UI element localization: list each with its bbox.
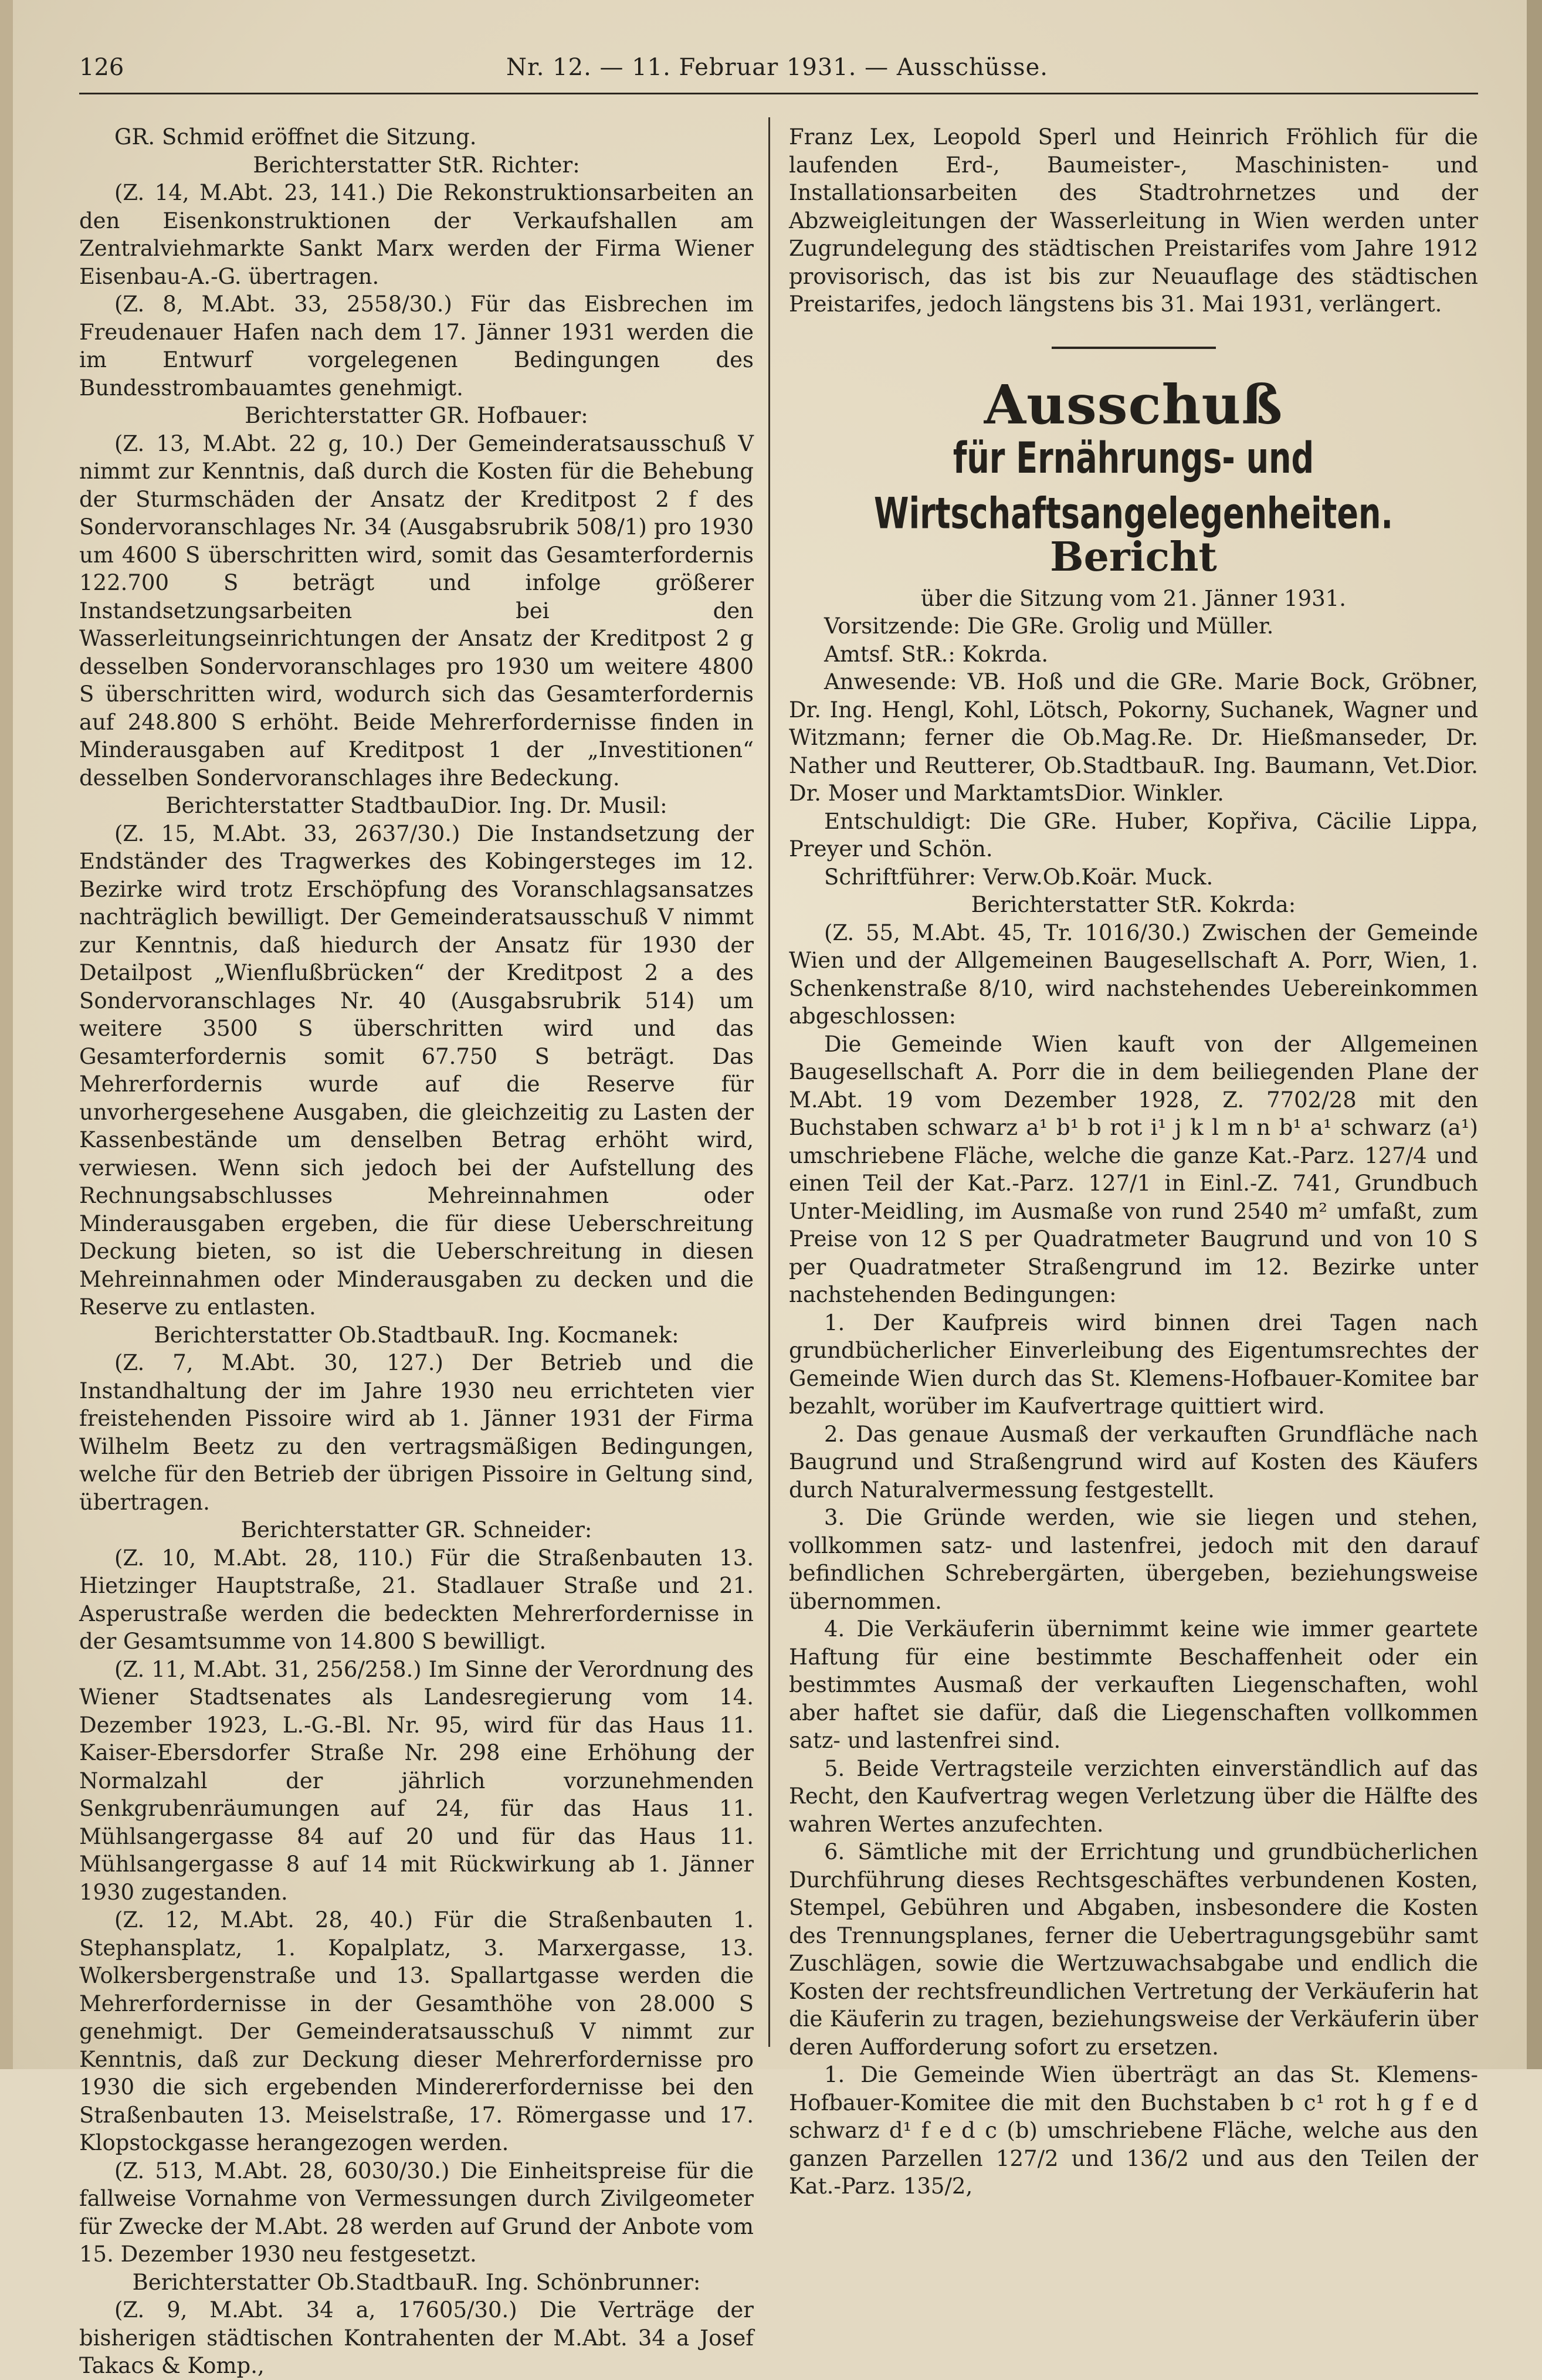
paragraph: Vorsitzende: Die GRe. Grolig und Müller. <box>824 613 1274 639</box>
paragraph: (Z. 15, M.Abt. 33, 2637/30.) Die Instandsetzung der Endständer des Tragwerkes des Kobingersteges im 12. Bezirke wird trotz Erschöpfung des Voranschlagsansatzes nachträglich bewilligt. Der Gemeinderatsausschuß V nimmt zur Kenntnis, daß hiedurch der Ansatz für 1930 der Detailpost „Wienflußbrücken“ der Kreditpost 2 a des Sondervoranschlages Nr. 40 (Ausgabsrubrik 514) um weitere 3500 S überschritten wird und das Gesamterfordernis somit 67.750 S beträgt. Das Mehrerfordernis wurde auf die Reserve für unvorhergesehene Ausgaben, die gleichzeitig zu Lasten der Kassenbestände um denselben Betrag erhöht wird, verwiesen. Wenn sich jedoch bei der Aufstellung des Rechnungsabschlusses Mehreinnahmen oder Minderausgaben ergeben, die für diese Ueberschreitung Deckung bieten, so ist die Ueberschreitung in diesen Mehreinnahmen oder Minderausgaben zu decken und die Reserve zu entlasten. <box>79 821 754 1320</box>
header-rule <box>79 93 1478 94</box>
committee-subtitle: für Ernährungs- und Wirtschaftsangelegenheiten. <box>874 433 1393 538</box>
paragraph: (Z. 12, M.Abt. 28, 40.) Für die Straßenbauten 1. Stephansplatz, 1. Kopalplatz, 3. Marxergasse, 13. Wolkersbergenstraße und 13. Spallartgasse werden die Mehrerfordernisse in der Gesamthöhe von 28.000 S genehmigt. Der Gemeinderatsausschuß V nimmt zur Kenntnis, daß zur Deckung dieser Mehrerfordernisse pro 1930 die sich ergebenden Mindererfordernisse bei den Straßenbauten 13. Meiselstraße, 17. Römergasse und 17. Klopstockgasse herangezogen werden. <box>79 1907 754 2155</box>
reporter-heading: Berichterstatter StR. Richter: <box>253 152 580 178</box>
paragraph: Die Gemeinde Wien kauft von der Allgemeinen Baugesellschaft A. Porr die in dem beiliegenden Plane der M.Abt. 19 vom Dezember 1928, Z. 7702/28 mit den Buchstaben schwarz a¹ b¹ b rot i¹ j k l m n b¹ a¹ schwarz (a¹) umschriebene Fläche, welche die ganze Kat.-Parz. 127/4 und einen Teil der Kat.-Parz. 127/1 in Einl.-Z. 741, Grundbuch Unter-Meidling, im Ausmaße von rund 2540 m² umfaßt, zum Preise von 12 S per Quadratmeter Baugrund und von 10 S per Quadratmeter Straßengrund im 12. Bezirke unter nachstehenden Bedingungen: <box>789 1031 1478 1307</box>
section-divider <box>1052 347 1216 349</box>
reporter-heading: Berichterstatter GR. Hofbauer: <box>245 403 588 428</box>
paragraph: GR. Schmid eröffnet die Sitzung. <box>114 124 477 150</box>
page-number: 126 <box>79 54 124 81</box>
paragraph: (Z. 7, M.Abt. 30, 127.) Der Betrieb und die Instandhaltung der im Jahre 1930 neu errichteten vier freistehenden Pissoire wird ab 1. Jänner 1931 der Firma Wilhelm Beetz zu den vertragsmäßigen Bedingungen, welche für den Betrieb der übrigen Pissoire in Geltung sind, übertragen. <box>79 1350 754 1515</box>
paragraph: Anwesende: VB. Hoß und die GRe. Marie Bock, Gröbner, Dr. Ing. Hengl, Kohl, Lötsch, Pokorny, Suchanek, Wagner und Witzmann; ferner die Ob.Mag.Re. Dr. Hießmanseder, Dr. Nather und Reutterer, Ob.StadtbauR. Ing. Baumann, Vet.Dior. Dr. Moser und MarktamtsDior. Winkler. <box>789 669 1478 806</box>
paragraph: (Z. 10, M.Abt. 28, 110.) Für die Straßenbauten 13. Hietzinger Hauptstraße, 21. Stadlauer Straße und 21. Asperustraße werden die bedeckten Mehrerfordernisse in der Gesamtsumme von 14.800 S bewilligt. <box>79 1545 754 1654</box>
paragraph: 4. Die Verkäuferin übernimmt keine wie immer geartete Haftung für eine bestimmte Beschaffenheit oder ein bestimmtes Ausmaß der verkauften Liegenschaften, wohl aber haftet sie dafür, daß die Liegenschaften vollkommen satz- und lastenfrei sind. <box>789 1616 1478 1753</box>
right-column <box>789 123 1478 2201</box>
paragraph: 1. Die Gemeinde Wien überträgt an das St. Klemens-Hofbauer-Komitee die mit den Buchstaben b c¹ rot h g f e d schwarz d¹ f e d c (b) umschriebene Fläche, welche aus den ganzen Parzellen 127/2 und 136/2 und aus den Teilen der Kat.-Parz. 135/2, <box>789 2062 1478 2199</box>
paragraph: (Z. 11, M.Abt. 31, 256/258.) Im Sinne der Verordnung des Wiener Stadtsenates als Landesregierung vom 14. Dezember 1923, L.-G.-Bl. Nr. 95, wird für das Haus 11. Kaiser-Ebersdorfer Straße Nr. 298 eine Erhöhung der Normalzahl der jährlich vorzunehmenden Senkgrubenräumungen auf 24, für das Haus 11. Mühlsangergasse 84 auf 20 und für das Haus 11. Mühlsangergasse 8 auf 14 mit Rückwirkung ab 1. Jänner 1930 zugestanden. <box>79 1656 754 1905</box>
page-edge-right <box>1527 0 1542 2069</box>
paragraph: (Z. 55, M.Abt. 45, Tr. 1016/30.) Zwischen der Gemeinde Wien und der Allgemeinen Baugesellschaft A. Porr, Wien, 1. Schenkenstraße 8/10, wird nachstehendes Uebereinkommen abgeschlossen: <box>789 920 1478 1029</box>
paragraph: 5. Beide Vertragsteile verzichten einverständlich auf das Recht, den Kaufvertrag wegen Verletzung über die Hälfte des wahren Wertes anzufechten. <box>789 1755 1478 1837</box>
page-edge-left <box>0 0 13 2069</box>
paragraph: (Z. 9, M.Abt. 34 a, 17605/30.) Die Verträge der bisherigen städtischen Kontrahenten der M.Abt. 34 a Josef Takacs & Komp., <box>79 2297 754 2378</box>
paragraph: (Z. 513, M.Abt. 28, 6030/30.) Die Einheitspreise für die fallweise Vornahme von Vermessungen durch Zivilgeometer für Zwecke der M.Abt. 28 werden auf Grund der Anbote vom 15. Dezember 1930 neu festgesetzt. <box>79 2158 754 2267</box>
paragraph: Amtsf. StR.: Kokrda. <box>824 641 1049 667</box>
reporter-heading: Berichterstatter StR. Kokrda: <box>971 892 1296 917</box>
paragraph: 2. Das genaue Ausmaß der verkauften Grundfläche nach Baugrund und Straßengrund wird auf Kosten des Käufers durch Naturalvermessung festgestellt. <box>789 1421 1478 1503</box>
paragraph: 1. Der Kaufpreis wird binnen drei Tagen nach grundbücherlicher Einverleibung des Eigentumsrechtes der Gemeinde Wien durch das St. Klemens-Hofbauer-Komitee bar bezahlt, worüber im Kaufvertrage quittiert wird. <box>789 1310 1478 1419</box>
paragraph: 3. Die Gründe werden, wie sie liegen und stehen, vollkommen satz- und lastenfrei, jedoch mit den darauf befindlichen Schrebergärten, übergeben, beziehungsweise übernommen. <box>789 1505 1478 1614</box>
reporter-heading: Berichterstatter Ob.StadtbauR. Ing. Kocmanek: <box>154 1322 679 1348</box>
running-head: Nr. 12. — 11. Februar 1931. — Ausschüsse. <box>506 54 1048 81</box>
paragraph: (Z. 13, M.Abt. 22 g, 10.) Der Gemeinderatsausschuß V nimmt zur Kenntnis, daß durch die Kosten für die Behebung der Sturmschäden der Ansatz der Kreditpost 2 f des Sondervoranschlages Nr. 34 (Ausgabsrubrik 508/1) pro 1930 um 4600 S überschritten wird, somit das Gesamterfordernis 122.700 S beträgt und infolge größerer Instandsetzungsarbeiten bei den Wasserleitungseinrichtungen der Ansatz der Kreditpost 2 g desselben Sondervoranschlages pro 1930 um weitere 4800 S überschritten wird, wodurch sich das Gesamterfordernis auf 248.800 S erhöht. Beide Mehrerfordernisse finden in Minderausgaben auf Kreditpost 1 der „Investitionen“ desselben Sondervoranschlages ihre Bedeckung. <box>79 430 754 791</box>
reporter-heading: Berichterstatter Ob.StadtbauR. Ing. Schönbrunner: <box>132 2269 701 2295</box>
paragraph: Schriftführer: Verw.Ob.Koär. Muck. <box>824 864 1214 890</box>
left-column <box>79 123 754 2380</box>
report-heading: Bericht <box>1050 533 1217 581</box>
paragraph: (Z. 14, M.Abt. 23, 141.) Die Rekonstruktionsarbeiten an den Eisenkonstruktionen der Verkaufshallen am Zentralviehmarkte Sankt Marx werden der Firma Wiener Eisenbau-A.-G. übertragen. <box>79 180 754 289</box>
committee-title: Ausschuß <box>984 372 1283 436</box>
right-column-continuation <box>789 123 1478 318</box>
paragraph: Franz Lex, Leopold Sperl und Heinrich Fröhlich für die laufenden Erd-, Baumeister-, Maschinisten- und Installationsarbeiten des Stadtrohrnetzes und der Abzweigleitungen der Wasserleitung in Wien werden unter Zugrundelegung des städtischen Preistarifes vom Jahre 1912 provisorisch, das ist bis zur Neuauflage des städtischen Preistarifes, jedoch längstens bis 31. Mai 1931, verlängert. <box>789 124 1478 317</box>
paragraph: Entschuldigt: Die GRe. Huber, Kopřiva, Cäcilie Lippa, Preyer und Schön. <box>789 808 1478 862</box>
report-body <box>789 585 1478 2201</box>
column-divider <box>768 117 770 2047</box>
reporter-heading: Berichterstatter GR. Schneider: <box>240 1517 592 1542</box>
reporter-heading: über die Sitzung vom 21. Jänner 1931. <box>920 585 1347 611</box>
page-header <box>79 54 1475 95</box>
paragraph: 6. Sämtliche mit der Errichtung und grundbücherlichen Durchführung dieses Rechtsgeschäftes verbundenen Kosten, Stempel, Gebühren und Abgaben, insbesondere die Kosten des Trennungsplanes, ferner die Uebertragungsgebühr samt Zuschlägen, sowie die Wertzuwachsabgabe und endlich die Kosten der rechtsfreundlichen Vertretung der Verkäuferin hat die Käuferin zu tragen, beziehungsweise der Verkäuferin über deren Aufforderung sofort zu ersetzen. <box>789 1839 1478 2060</box>
reporter-heading: Berichterstatter StadtbauDior. Ing. Dr. Musil: <box>165 793 667 818</box>
paragraph: (Z. 8, M.Abt. 33, 2558/30.) Für das Eisbrechen im Freudenauer Hafen nach dem 17. Jänner 1931 werden die im Entwurf vorgelegenen Bedingungen des Bundesstrombauamtes genehmigt. <box>79 291 754 401</box>
